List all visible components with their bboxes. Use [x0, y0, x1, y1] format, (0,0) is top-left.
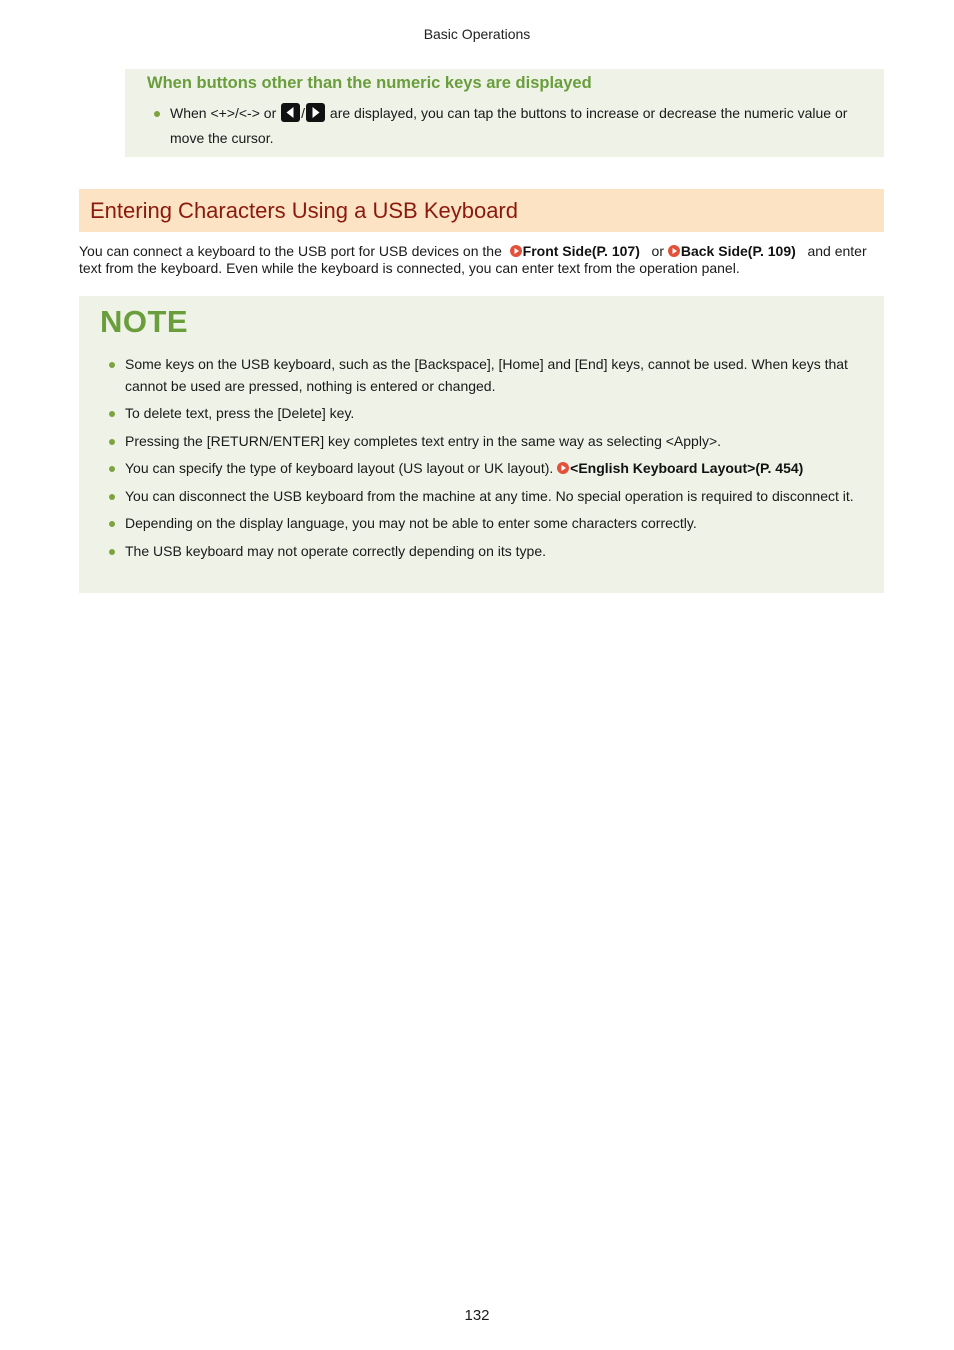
english-keyboard-layout-link[interactable]: <English Keyboard Layout>(P. 454): [570, 460, 804, 476]
tip-text-after: are displayed, you can tap the buttons to increase or decrease the numeric value or move the cursor.: [170, 105, 848, 146]
note-list-item: [79, 486, 884, 508]
note-item-text: You can specify the type of keyboard layout (US layout or UK layout).: [125, 460, 554, 476]
note-list-item: [79, 403, 884, 425]
intro-text-2: or: [651, 243, 664, 259]
link-arrow-icon: [668, 245, 680, 257]
page-number: 132: [464, 1307, 490, 1324]
note-title: NOTE: [100, 304, 189, 339]
note-item-text: Some keys on the USB keyboard, such as the [Backspace], [Home] and [End] keys, cannot be used. When keys that cannot be used are pressed, nothing is entered or changed.: [125, 356, 848, 394]
intro-text-3: and enter text from the keyboard. Even while the keyboard is connected, you can enter text from the operation panel.: [79, 243, 867, 276]
note-list-item: [79, 541, 884, 563]
bullet-icon: [109, 549, 115, 555]
back-side-link[interactable]: Back Side(P. 109): [680, 243, 796, 259]
tip-box: [125, 69, 884, 157]
note-box: [79, 296, 884, 593]
intro-paragraph: [79, 243, 884, 277]
tip-heading: When buttons other than the numeric keys are displayed: [147, 74, 592, 92]
bullet-icon: [109, 494, 115, 500]
note-list-item: [79, 458, 884, 480]
bullet-icon: [109, 521, 115, 527]
bullet-icon: [109, 411, 115, 417]
section-title: Entering Characters Using a USB Keyboard: [90, 198, 518, 223]
bullet-icon: [109, 439, 115, 445]
note-item-text: Pressing the [RETURN/ENTER] key completes text entry in the same way as selecting <Apply>.: [125, 432, 722, 449]
note-list-item: [79, 431, 884, 453]
left-arrow-key-icon: [281, 103, 300, 122]
bullet-icon: [109, 362, 115, 368]
tip-list-item: [147, 101, 862, 151]
section-heading-bar: [79, 189, 884, 232]
tip-text-before: When <+>/<-> or: [170, 105, 277, 121]
intro-text-1: You can connect a keyboard to the USB port for USB devices on the: [79, 243, 502, 259]
link-arrow-icon: [557, 462, 569, 474]
note-list: [79, 354, 884, 568]
note-item-text: You can disconnect the USB keyboard from the machine at any time. No special operation is required to disconnect it.: [125, 487, 854, 504]
note-item-text: The USB keyboard may not operate correctly depending on its type.: [125, 542, 547, 559]
link-arrow-icon: [510, 245, 522, 257]
front-side-link[interactable]: Front Side(P. 107): [522, 243, 640, 259]
note-list-item: [79, 513, 884, 535]
page-header-title: Basic Operations: [423, 26, 531, 42]
tip-separator: /: [301, 105, 306, 121]
note-item-text: To delete text, press the [Delete] key.: [125, 405, 355, 421]
bullet-icon: [109, 466, 115, 472]
right-arrow-key-icon: [306, 103, 325, 122]
bullet-icon: [154, 111, 160, 117]
note-list-item: [79, 354, 884, 397]
note-item-text: Depending on the display language, you may not be able to enter some characters correctly.: [125, 515, 697, 531]
